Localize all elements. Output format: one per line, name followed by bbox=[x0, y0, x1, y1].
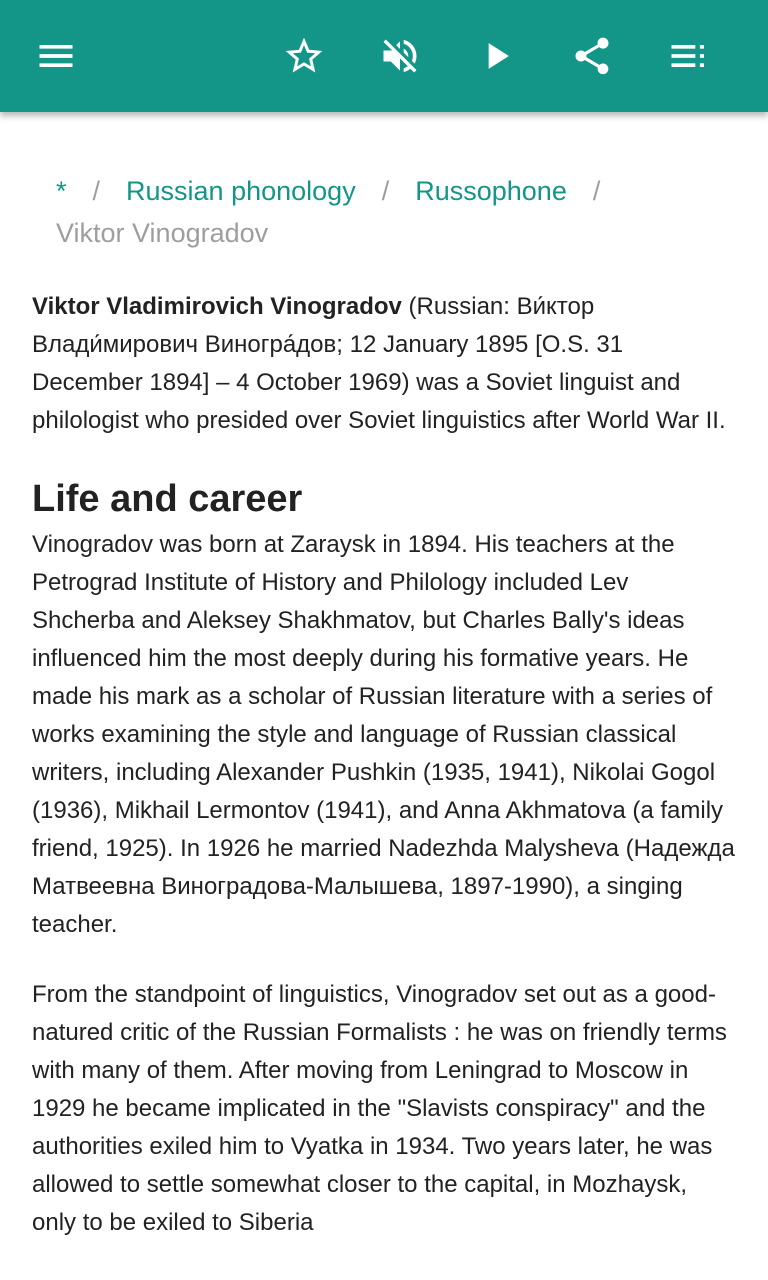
play-icon bbox=[474, 34, 518, 78]
playlist-icon bbox=[666, 34, 710, 78]
breadcrumb-separator: / bbox=[381, 176, 390, 206]
contents-button[interactable] bbox=[656, 24, 720, 88]
body-paragraph-1: Vinogradov was born at Zaraysk in 1894. His teachers at the Petrograd Institute of History and Philology included Lev Shcherba and Aleksey Shakhmatov, but Charles Bally's ideas influenced him the most deeply during his formative years. He made his mark as a scholar of Russian literature with a series of works examining the style and language of Russian classical writers, including Alexander Pushkin (1935, 1941), Nikolai Gogol (1936), Mikhail Lermontov (1941), and Anna Akhmatova (a family friend, 1925). In 1926 he married Nadezhda Malysheva (Надежда Матвеевна Виноградова-Малышева, 1897-1990), a singing teacher. bbox=[32, 531, 735, 938]
breadcrumb-current: Viktor Vinogradov bbox=[56, 218, 269, 248]
play-button[interactable] bbox=[464, 24, 528, 88]
breadcrumb-link-russian-phonology[interactable]: Russian phonology bbox=[126, 176, 356, 206]
breadcrumb-separator: / bbox=[92, 176, 101, 206]
star-outline-icon bbox=[282, 34, 326, 78]
body-paragraph-2: From the standpoint of linguistics, Vinogradov set out as a good-natured critic of the Russian Formalists : he was on friendly terms with many of them. After moving from Leningrad to Moscow in 1929 he became implicated in the "Slavists conspiracy" and the authorities exiled him to Vyatka in 1934. Two years later, he was allowed to settle somewhat closer to the capital, in Mozhaysk, only to be exiled to Siberia bbox=[32, 981, 727, 1236]
breadcrumb-link-russophone[interactable]: Russophone bbox=[415, 176, 567, 206]
breadcrumb bbox=[32, 170, 736, 254]
menu-button[interactable] bbox=[24, 24, 88, 88]
breadcrumb-link-home[interactable]: * bbox=[56, 176, 67, 206]
intro-paragraph bbox=[32, 288, 736, 440]
volume-off-icon bbox=[378, 34, 422, 78]
breadcrumb-separator: / bbox=[592, 176, 601, 206]
section-heading: Life and career bbox=[32, 478, 303, 520]
app-toolbar bbox=[0, 0, 768, 112]
intro-text: (Russian: Ви́ктор Влади́мирович Виногра́дов; 12 January 1895 [O.S. 31 December 1894] – 4 October 1969) was a Soviet linguist and philologist who presided over Soviet linguistics after World War II. bbox=[32, 293, 726, 434]
menu-icon bbox=[34, 34, 78, 78]
mute-button[interactable] bbox=[368, 24, 432, 88]
subject-name: Viktor Vladimirovich Vinogradov bbox=[32, 293, 402, 320]
article-content bbox=[32, 170, 736, 1242]
share-button[interactable] bbox=[560, 24, 624, 88]
bookmark-button[interactable] bbox=[272, 24, 336, 88]
share-icon bbox=[570, 34, 614, 78]
